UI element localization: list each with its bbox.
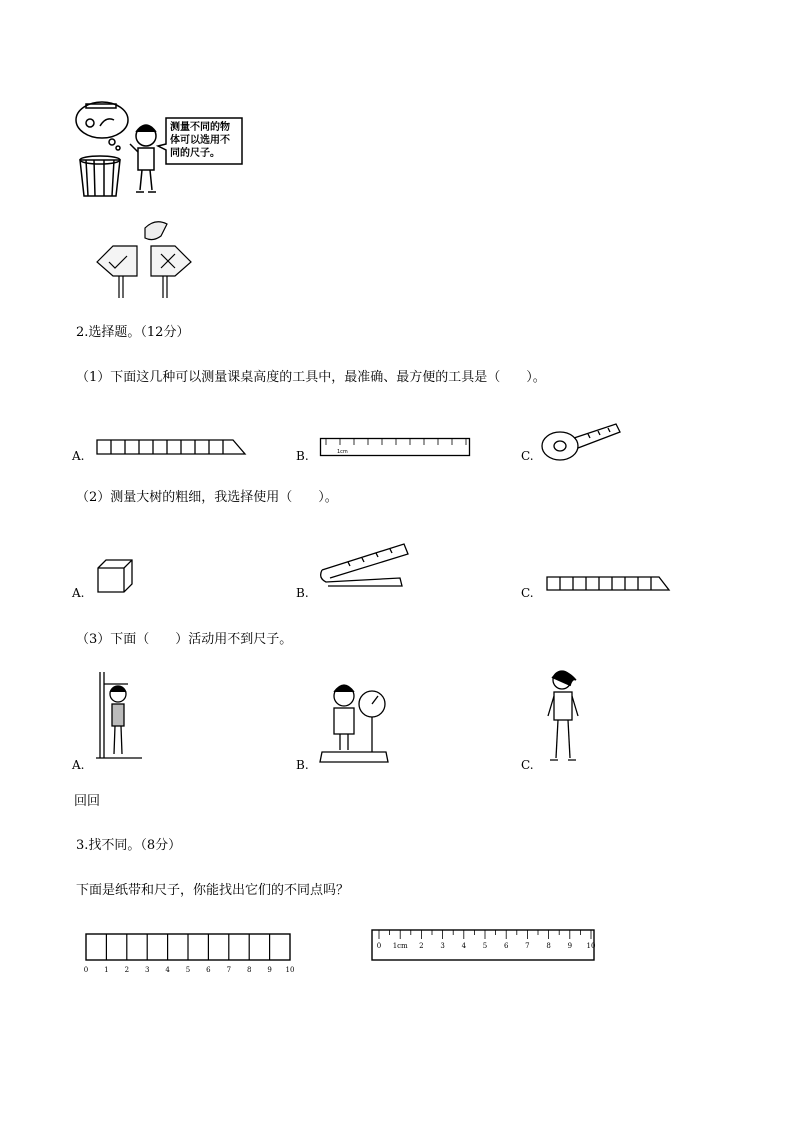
strip-tick-label: 4: [165, 966, 170, 974]
q1-option-c[interactable]: C.: [521, 449, 534, 463]
q2-option-b[interactable]: B.: [296, 586, 309, 600]
q3-option-a[interactable]: A.: [72, 758, 85, 772]
q1-text: （1）下面这几种可以测量课桌高度的工具中，最准确、最方便的工具是（ ）。: [76, 370, 546, 385]
ruler-diagram: [371, 929, 597, 963]
strip-tick-label: 2: [124, 966, 130, 974]
q2-option-a[interactable]: A.: [72, 586, 85, 600]
strip-tick-label: 5: [185, 966, 191, 974]
weighing-scale-icon: [318, 680, 392, 766]
ruler-tick-label: 9: [567, 942, 573, 950]
q2-text: （2）测量大树的粗细，我选择使用（ ）。: [76, 490, 338, 505]
ruler-icon: [320, 438, 470, 458]
ruler-tick-label: 7: [525, 942, 530, 950]
stray-text: 回回: [74, 794, 101, 809]
ruler-unit-label: 1cm: [337, 449, 348, 455]
soft-tape-icon: [318, 540, 410, 590]
paper-strip-icon-2: [545, 575, 671, 593]
height-measure-icon: [94, 670, 144, 766]
ruler-tick-label: 10: [586, 942, 596, 950]
paper-strip-icon: [95, 438, 247, 458]
check-cross-signs: [95, 212, 195, 302]
section3-title: 3.找不同。（8分）: [76, 838, 182, 853]
cube-icon: [96, 558, 134, 594]
section2-title: 2.选择题。（12分）: [76, 325, 190, 340]
strip-tick-label: 9: [267, 966, 272, 974]
strip-tick-label: 7: [226, 966, 232, 974]
ruler-tick-label: 0: [376, 942, 382, 950]
strip-tick-label: 10: [285, 966, 295, 974]
ruler-tick-label: 1cm: [392, 942, 408, 950]
paper-strip-diagram: [84, 932, 294, 980]
q1-option-b[interactable]: B.: [296, 449, 309, 463]
ruler-tick-label: 2: [419, 942, 424, 950]
q3-text: （3）下面（ ）活动用不到尺子。: [76, 632, 293, 647]
ruler-tick-label: 8: [546, 942, 551, 950]
girl-standing-icon: [540, 666, 590, 766]
ruler-tick-label: 6: [503, 942, 509, 950]
ruler-tick-label: 5: [482, 942, 488, 950]
section3-prompt: 下面是纸带和尺子，你能找出它们的不同点吗？: [76, 883, 350, 898]
q3-option-b[interactable]: B.: [296, 758, 309, 772]
ruler-tick-label: 3: [440, 942, 445, 950]
strip-tick-label: 6: [206, 966, 211, 974]
tape-measure-icon: [538, 420, 622, 464]
speech-text: 测量不同的物 体可以选用不 同的尺子。: [170, 122, 230, 159]
strip-tick-label: 1: [104, 966, 109, 974]
q3-option-c[interactable]: C.: [521, 758, 534, 772]
strip-tick-label: 8: [246, 966, 252, 974]
q2-option-c[interactable]: C.: [521, 586, 534, 600]
strip-tick-label: 3: [144, 966, 150, 974]
strip-tick-label: 0: [83, 966, 89, 974]
ruler-tick-label: 4: [461, 942, 467, 950]
q1-option-a[interactable]: A.: [72, 449, 85, 463]
